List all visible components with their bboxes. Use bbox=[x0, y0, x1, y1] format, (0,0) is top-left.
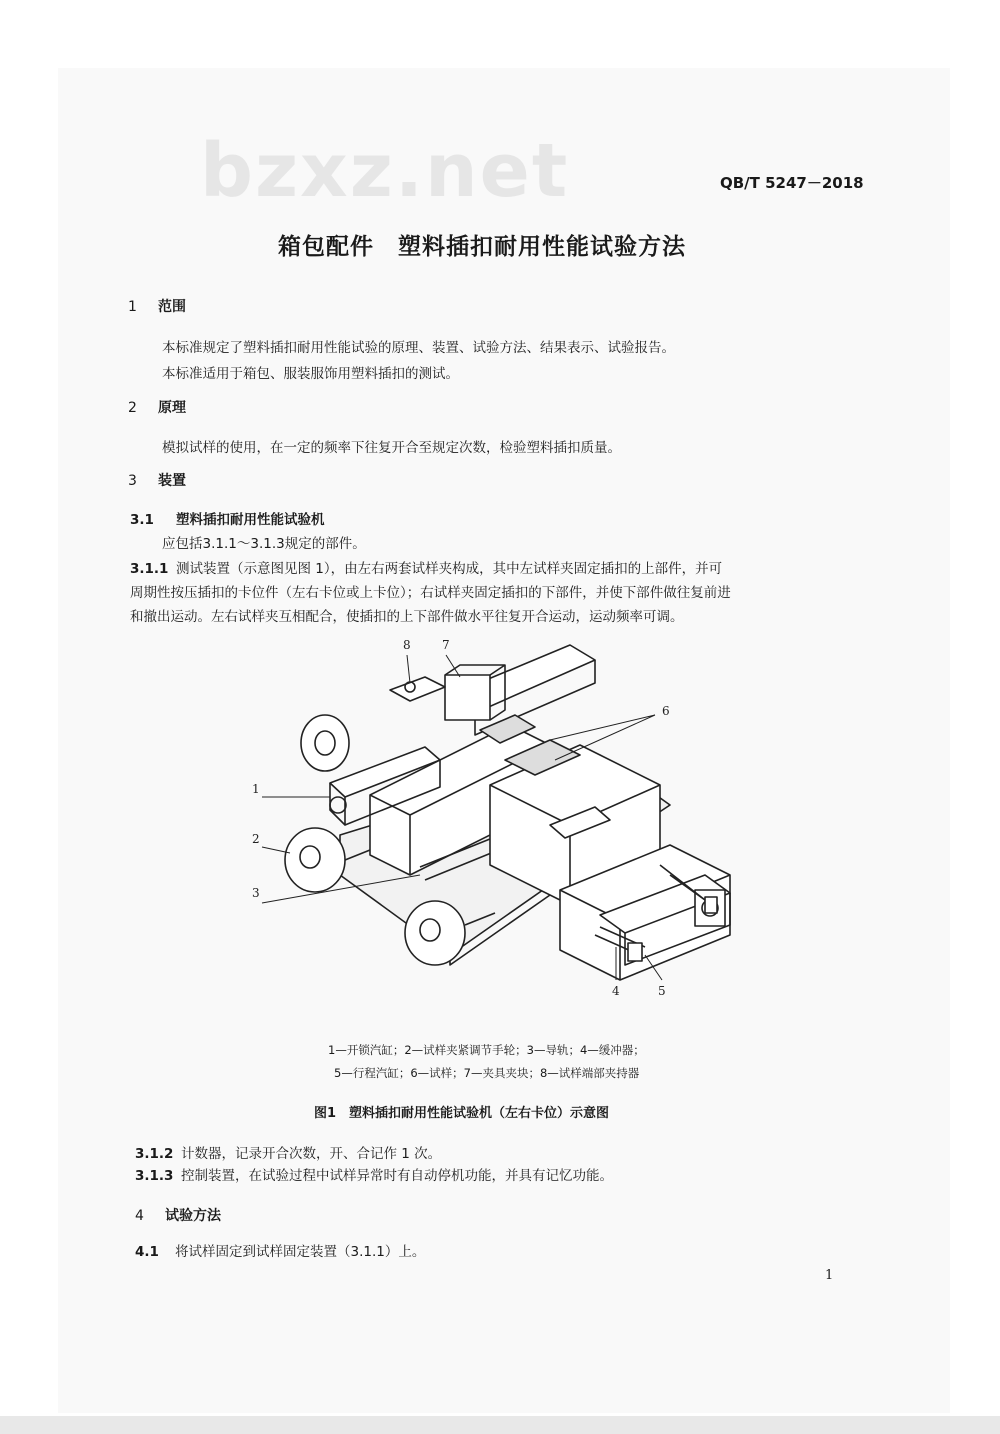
clause-text: 将试样固定到试样固定装置（3.1.1）上。 bbox=[175, 1244, 426, 1260]
clause-number: 3.1 bbox=[130, 512, 154, 528]
callout-1: 1 bbox=[252, 782, 260, 796]
clause-3-1-text: 应包括3.1.1～3.1.3规定的部件。 bbox=[162, 536, 366, 552]
callout-5: 5 bbox=[658, 984, 666, 998]
clause-number: 4.1 bbox=[135, 1244, 159, 1260]
rear-handwheel bbox=[301, 715, 349, 771]
return-rod-cap bbox=[705, 897, 717, 913]
clause-number: 3.1.3 bbox=[135, 1168, 174, 1184]
clause-number: 3.1.1 bbox=[130, 561, 169, 577]
clause-text: 计数器，记录开合次数，开、合记作 1 次。 bbox=[181, 1146, 442, 1162]
section-title: 范围 bbox=[158, 299, 186, 315]
callout-3: 3 bbox=[252, 886, 260, 900]
callout-2: 2 bbox=[252, 832, 260, 846]
opening-cylinder-end bbox=[330, 797, 346, 813]
section-title: 装置 bbox=[158, 473, 186, 489]
section-2-heading bbox=[128, 397, 186, 417]
clause-3-1-heading bbox=[130, 508, 325, 528]
section-number: 1 bbox=[128, 299, 137, 315]
callout-6: 6 bbox=[662, 704, 670, 718]
buffer bbox=[628, 943, 642, 961]
figure-caption-line-2: 5—行程汽缸；6—试样；7—夹具夹块；8—试样端部夹持器 bbox=[334, 1066, 640, 1080]
callout-8: 8 bbox=[403, 638, 411, 652]
section-title: 试验方法 bbox=[165, 1208, 221, 1224]
watermark: bzxz.net bbox=[200, 128, 570, 214]
section-1-paragraph-1: 本标准规定了塑料插扣耐用性能试验的原理、装置、试验方法、结果表示、试验报告。 bbox=[162, 340, 675, 356]
section-4-heading bbox=[135, 1205, 221, 1225]
leader-8 bbox=[407, 655, 410, 683]
clause-3-1-2 bbox=[135, 1142, 441, 1162]
section-2-paragraph: 模拟试样的使用，在一定的频率下往复开合至规定次数，检验塑料插扣质量。 bbox=[162, 440, 621, 456]
callout-4: 4 bbox=[612, 984, 620, 998]
section-number: 3 bbox=[128, 473, 137, 489]
figure-caption-line-1: 1—开锁汽缸；2—试样夹紧调节手轮；3—导轨；4—缓冲器； bbox=[328, 1043, 645, 1057]
page-number: 1 bbox=[825, 1268, 834, 1283]
figure-1-drawing bbox=[250, 635, 770, 1025]
section-1-paragraph-2: 本标准适用于箱包、服装服饰用塑料插扣的测试。 bbox=[162, 366, 459, 382]
adjust-handwheel-left bbox=[285, 828, 345, 892]
end-holder bbox=[390, 677, 445, 701]
clause-text: 测试装置（示意图见图 1），由左右两套试样夹构成，其中左试样夹固定插扣的上部件，并可 bbox=[176, 561, 723, 577]
clause-3-1-1-line-3: 和撤出运动。左右试样夹互相配合，使插扣的上下部件做水平往复开合运动，运动频率可调。 bbox=[130, 609, 684, 625]
clause-3-1-1-line-2: 周期性按压插扣的卡位件（左右卡位或上卡位）；右试样夹固定插扣的下部件，并使下部件做往复前进 bbox=[130, 585, 731, 601]
section-1-heading bbox=[128, 296, 186, 316]
clause-4-1 bbox=[135, 1240, 425, 1260]
clause-3-1-3 bbox=[135, 1164, 613, 1184]
standard-code: QB/T 5247－2018 bbox=[720, 174, 864, 192]
clause-text: 控制装置，在试验过程中试样异常时有自动停机功能，并具有记忆功能。 bbox=[181, 1168, 613, 1184]
document-title: 箱包配件 塑料插扣耐用性能试验方法 bbox=[278, 234, 686, 260]
figure-title: 图1 塑料插扣耐用性能试验机（左右卡位）示意图 bbox=[314, 1106, 610, 1121]
callout-7: 7 bbox=[442, 638, 450, 652]
section-3-heading bbox=[128, 470, 186, 490]
section-title: 原理 bbox=[158, 400, 186, 416]
section-number: 2 bbox=[128, 400, 137, 416]
section-number: 4 bbox=[135, 1208, 144, 1224]
bottom-strip bbox=[0, 1416, 1000, 1434]
clause-3-1-1-line-1 bbox=[130, 557, 722, 577]
adjust-handwheel-front bbox=[405, 901, 465, 965]
clause-title: 塑料插扣耐用性能试验机 bbox=[176, 512, 325, 528]
clause-number: 3.1.2 bbox=[135, 1146, 174, 1162]
clamp-block bbox=[445, 675, 490, 720]
